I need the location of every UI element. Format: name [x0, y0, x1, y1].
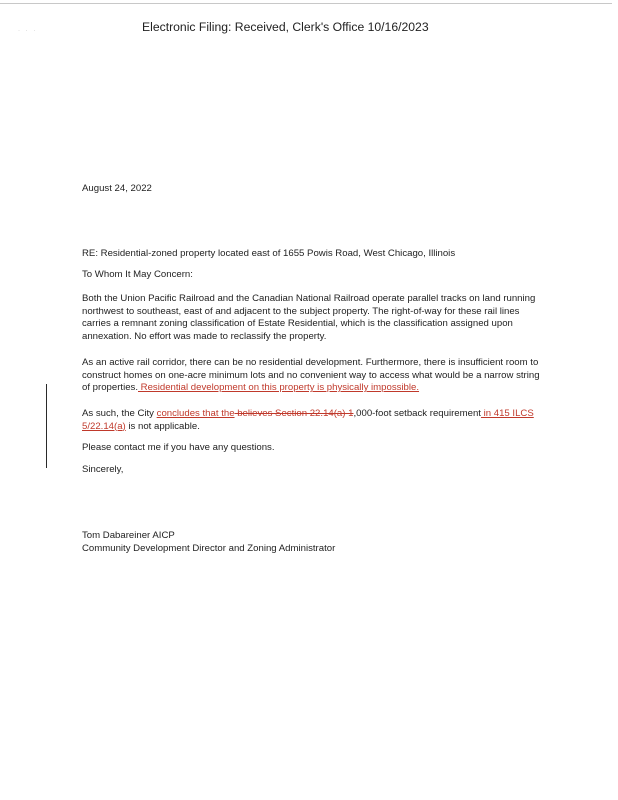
re-line: RE: Residential-zoned property located east of 1655 Powis Road, West Chicago, Illinois	[82, 248, 456, 259]
page-top-edge	[0, 3, 612, 4]
conclusion-tail: is not applicable.	[125, 420, 200, 432]
signer-title: Community Development Director and Zoning Administrator	[82, 542, 336, 554]
tracked-insertion: Residential development on this property is physically impossible.	[138, 382, 420, 394]
tracked-insertion: concludes that the	[156, 408, 235, 419]
conclusion-lead: As such, the City	[82, 408, 157, 419]
paragraph-rail-corridor-text: As an active rail corridor, there can be no residential development. Furthermore, there is insufficient room to construct homes on one-acre minimum lots and no convenient way to access what would be a narrow string of properties.	[82, 357, 540, 394]
paragraph-rail-lines: Both the Union Pacific Railroad and the Canadian National Railroad operate parallel tracks on land running northwest to southeast, east of and adjacent to the subject property. The right-of-way for these rail lines carries a remnant zoning classification of Estate Residential, which is the classification assigned upon annexation. No effort was made to reclassify the property.	[82, 293, 536, 342]
paragraph-rail-corridor	[82, 357, 540, 395]
tracked-deletion: 1	[345, 408, 354, 419]
paragraph-conclusion	[82, 408, 540, 433]
closing: Sincerely,	[82, 464, 124, 475]
signer-name: Tom Dabareiner AICP	[82, 530, 175, 541]
salutation: To Whom It May Concern:	[82, 269, 193, 280]
letter-date: August 24, 2022	[82, 183, 152, 194]
conclusion-body: ,000-foot setback requirement	[353, 408, 481, 419]
tracked-insertion: in 415 ILCS 5/22.14(a)	[82, 408, 534, 432]
signature-block	[82, 530, 335, 555]
scan-noise-marks: · · ·	[18, 28, 38, 34]
filing-stamp: Electronic Filing: Received, Clerk's Office 10/16/2023	[142, 20, 429, 34]
revision-change-bar	[46, 384, 47, 468]
tracked-deletion: believes Section 22.14(a)	[234, 408, 346, 419]
contact-line: Please contact me if you have any questions.	[82, 442, 275, 453]
